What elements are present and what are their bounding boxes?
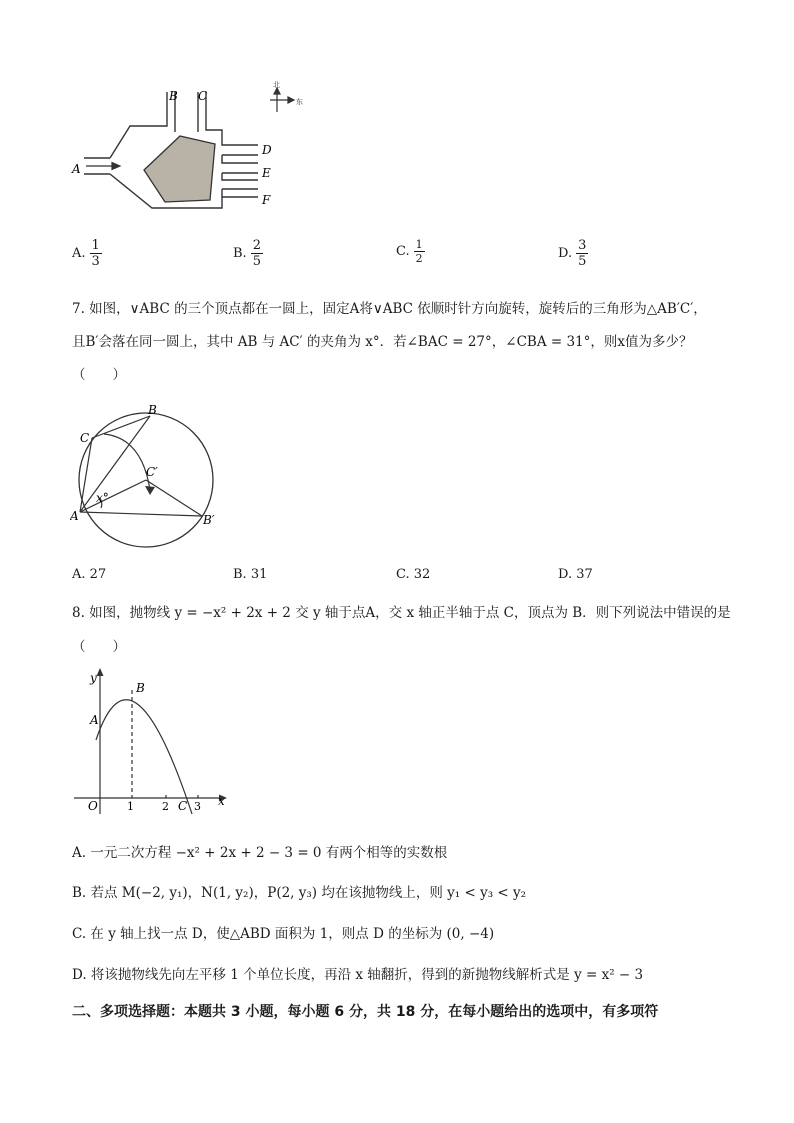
compass-east: 东 (296, 98, 303, 106)
q6-option-b: B. $\frac{2}{5}$ (233, 238, 261, 269)
tick-label-3: 3 (194, 800, 201, 813)
circle-label-a: A (70, 509, 79, 523)
circle-label-x: x° (96, 491, 109, 505)
map-label-f: F (262, 193, 271, 207)
point-label-b: B (136, 681, 145, 695)
q8-option-d: D. 将该抛物线先向左平移 1 个单位长度，再沿 x 轴翻折，得到的新抛物线解析式是 y = x² − 3 (72, 967, 644, 983)
q8-option-b: B. 若点 M(−2, y₁)，N(1, y₂)，P(2, y₃) 均在该抛物线上，则 y₁ < y₃ < y₂ (72, 885, 527, 901)
tick-label-1: 1 (127, 800, 134, 813)
circle-label-c-prime: C′ (146, 465, 158, 479)
q7-option-c: C. 32 (396, 567, 431, 582)
q8-parabola-figure (70, 668, 235, 818)
q8-answer-paren: （ ） (72, 639, 126, 655)
q6-option-a: A. $\frac{1}{3}$ (72, 238, 100, 269)
axis-label-x: x (218, 794, 225, 808)
map-label-d: D (262, 143, 272, 157)
map-label-e: E (262, 166, 271, 180)
pentagon-block (144, 136, 215, 202)
q6-option-d: D. $\frac{3}{5}$ (558, 238, 587, 269)
q7-answer-paren: （ ） (72, 367, 126, 383)
tick-label-2: 2 (162, 800, 169, 813)
q6-map-figure (70, 78, 320, 218)
q6-option-c: C. $\frac{1}{2}$ (396, 238, 423, 265)
q7-stem-line2: 且B′会落在同一圆上，其中 AB 与 AC′ 的夹角为 x°．若∠BAC = 27°，∠CBA = 31°，则x值为多少？ (72, 334, 693, 350)
map-label-c: C (198, 89, 208, 103)
point-label-a: A (90, 713, 99, 727)
axis-label-y: y (90, 671, 97, 685)
q7-option-a: A. 27 (72, 567, 107, 582)
q8-option-c: C. 在 y 轴上找一点 D，使△ABD 面积为 1，则点 D 的坐标为 (0, −4) (72, 926, 495, 942)
point-label-c: C (178, 799, 188, 813)
section2-heading: 二、多项选择题：本题共 3 小题，每小题 6 分，共 18 分，在每小题给出的选项中，有多项符 (72, 1004, 659, 1020)
q8-stem-line1: 8. 如图，抛物线 y = −x² + 2x + 2 交 y 轴于点A，交 x 轴正半轴于点 C，顶点为 B．则下列说法中错误的是 (72, 605, 731, 621)
q7-circle-figure (70, 400, 220, 552)
q7-stem-line1: 7. 如图，∨ABC 的三个顶点都在一圆上，固定A将∨ABC 依顺时针方向旋转，旋转后的三角形为△AB′C′， (72, 301, 707, 317)
circle-label-c: C (80, 431, 90, 445)
map-label-b: B (169, 89, 178, 103)
origin-label: O (88, 799, 98, 813)
compass-north: 北 (273, 81, 280, 89)
q8-option-a: A. 一元二次方程 −x² + 2x + 2 − 3 = 0 有两个相等的实数根 (72, 845, 448, 861)
q7-option-d: D. 37 (558, 567, 593, 582)
q7-option-b: B. 31 (233, 567, 268, 582)
circle-label-b-prime: B′ (203, 513, 215, 527)
map-label-a: A (72, 162, 81, 176)
circle-label-b: B (148, 403, 157, 417)
